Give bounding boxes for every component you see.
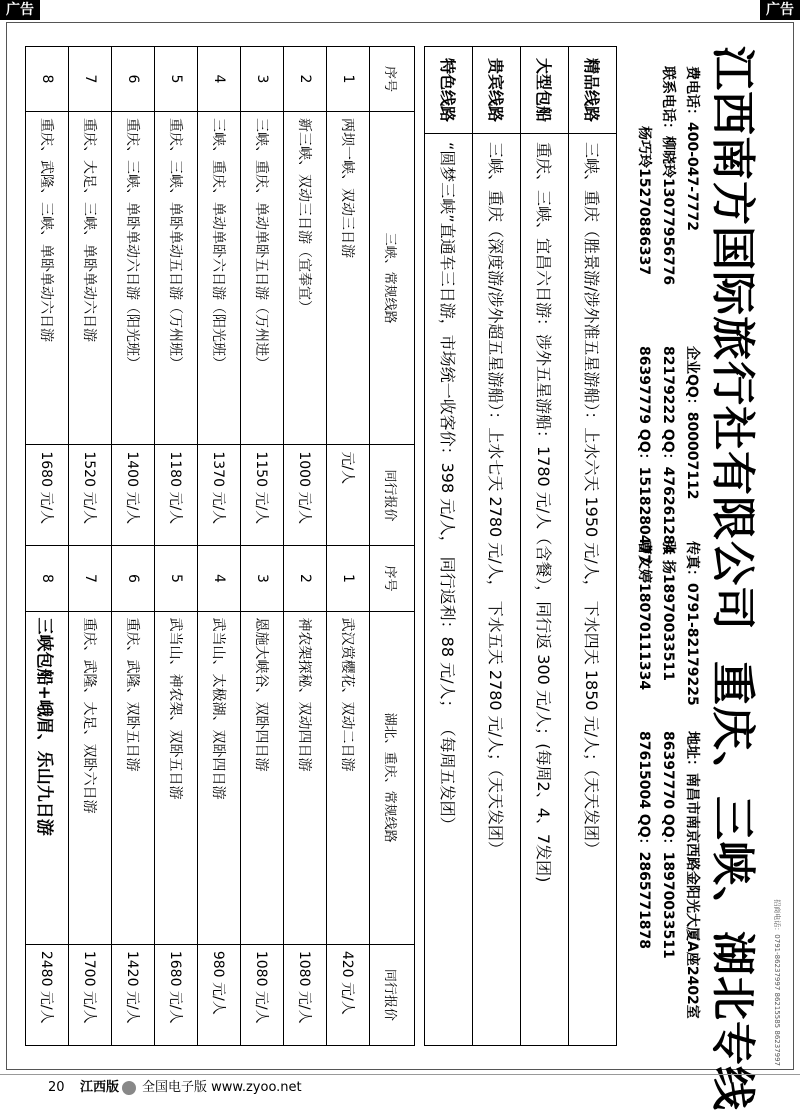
contact-hotline: 费电话：400-047-7772 xyxy=(684,66,700,232)
row-route-left: 三峡、重庆、单动单卧六日游（阳光班） xyxy=(198,112,241,445)
company-subtitle: 重庆、三峡、湖北专线 xyxy=(707,661,758,1111)
row-index-right: 8 xyxy=(26,546,69,611)
row-price-right: 1700 元/人 xyxy=(69,944,112,1045)
route-category: 大型包船 xyxy=(521,47,569,134)
row-index-right: 2 xyxy=(284,546,327,611)
row-route-right: 武汉赏樱花、双动二日游 xyxy=(327,611,370,944)
contact-person-3: 杨巧玲15270886337 xyxy=(636,126,652,276)
price-table-row xyxy=(198,47,241,1046)
header-index-left: 序号 xyxy=(370,47,415,112)
page-number: 20 xyxy=(48,1080,65,1095)
row-index-left: 4 xyxy=(198,47,241,112)
row-price-left: 1370 元/人 xyxy=(198,445,241,546)
row-price-right: 980 元/人 xyxy=(198,944,241,1045)
edition-label: 江西版 xyxy=(80,1080,120,1095)
company-title xyxy=(705,46,769,1111)
row-index-right: 4 xyxy=(198,546,241,611)
route-row xyxy=(521,47,569,1046)
contact-person-3-qq: 86397779 QQ：1518280477 xyxy=(636,346,652,565)
featured-routes-table xyxy=(424,46,617,1046)
route-text: “圆梦三峡”直通车三日游，市场统一收客价：398 元/人， 同行返利：88 元/人； （每周五发团） xyxy=(425,134,473,1046)
route-category: 贵宾线路 xyxy=(473,47,521,134)
page-footer xyxy=(0,1074,800,1101)
row-index-left: 1 xyxy=(327,47,370,112)
route-text: 三峡、重庆（胜景游/涉外准五星游船）：上水六天 1950 元/人， 下水四天 1850 元/人；（天天发团） xyxy=(569,134,617,1046)
contact-line-1 xyxy=(683,66,703,1019)
row-index-left: 8 xyxy=(26,47,69,112)
ad-tag-left: 广告 xyxy=(0,0,40,20)
header-price-left: 同行报价 xyxy=(370,445,415,546)
row-index-left: 7 xyxy=(69,47,112,112)
route-text: 重庆、三峡、宜昌六日游：涉外五星游船：1780 元/人（含餐），同行返 300 元/人；(每周2、4、7发团) xyxy=(521,134,569,1046)
row-index-right: 5 xyxy=(155,546,198,611)
row-price-left: 1400 元/人 xyxy=(112,445,155,546)
header-route-right: 湖北、重庆、常规线路 xyxy=(370,611,415,944)
row-route-right: 武当山、神农架、双卧五日游 xyxy=(155,611,198,944)
row-price-left: 1150 元/人 xyxy=(241,445,284,546)
row-price-left: 1680 元/人 xyxy=(26,445,69,546)
route-row xyxy=(569,47,617,1046)
contact-line-2 xyxy=(659,66,679,959)
row-route-left: 两坝一峡、双动三日游 xyxy=(327,112,370,445)
contact-person-2-qq: 86397770 QQ：18970033511 xyxy=(660,731,676,959)
logo-icon xyxy=(122,1081,136,1095)
row-route-right: 重庆、武隆、双卧五日游 xyxy=(112,611,155,944)
contact-person-4-qq: 87615004 QQ：2865771878 xyxy=(636,731,652,950)
row-index-right: 3 xyxy=(241,546,284,611)
row-route-right: 神农架探秘、双动四日游 xyxy=(284,611,327,944)
row-price-left: 1180 元/人 xyxy=(155,445,198,546)
price-table-row xyxy=(284,47,327,1046)
row-route-left: 重庆、三峡、单卧单动五日游（万州班） xyxy=(155,112,198,445)
row-price-left: 1520 元/人 xyxy=(69,445,112,546)
row-route-left: 重庆、三峡、单卧单动六日游（阳光班） xyxy=(112,112,155,445)
side-note: 招商电话：0791-86237997 86215585 86237997 xyxy=(773,899,781,1066)
price-table-row xyxy=(155,47,198,1046)
price-table xyxy=(25,46,415,1046)
route-category: 特色线路 xyxy=(425,47,473,134)
company-name: 江西南方国际旅行社有限公司 xyxy=(707,46,758,631)
row-index-left: 2 xyxy=(284,47,327,112)
route-row xyxy=(425,47,473,1046)
price-table-row xyxy=(327,47,370,1046)
row-index-left: 3 xyxy=(241,47,284,112)
row-price-left: 元/人 xyxy=(327,445,370,546)
row-index-right: 7 xyxy=(69,546,112,611)
row-price-right: 1680 元/人 xyxy=(155,944,198,1045)
contact-address: 地址：南昌市南京西路金阳光大厦A座2402室 xyxy=(684,731,700,1019)
row-route-left: 重庆、武隆、三峡、单卧单动六日游 xyxy=(26,112,69,445)
contact-person-4: 曹文婷18070111334 xyxy=(636,541,652,691)
row-price-right: 1080 元/人 xyxy=(241,944,284,1045)
route-row xyxy=(473,47,521,1046)
row-price-right: 2480 元/人 xyxy=(26,944,69,1045)
contact-fax: 传真：0791-82179225 xyxy=(684,541,700,706)
row-price-right: 1420 元/人 xyxy=(112,944,155,1045)
website-label: 全国电子版 www.zyoo.net xyxy=(142,1080,302,1095)
row-route-left: 三峡、重庆、单动单卧五日游（万州进） xyxy=(241,112,284,445)
row-route-left: 新三峡、双动三日游（宜奉宜） xyxy=(284,112,327,445)
row-route-right: 重庆、武隆、大足、双卧六日游 xyxy=(69,611,112,944)
header-price-right: 同行报价 xyxy=(370,944,415,1045)
price-table-row xyxy=(241,47,284,1046)
row-route-left: 重庆、大足、三峡、单卧单动六日游 xyxy=(69,112,112,445)
contact-line-3 xyxy=(635,66,655,949)
contact-qq: 企业QQ：800007112 xyxy=(684,346,700,500)
header-route-left: 三峡、常规线路 xyxy=(370,112,415,445)
header-index-right: 序号 xyxy=(370,546,415,611)
contact-person-1: 联系电话：柳晓玲13077956776 xyxy=(660,66,676,286)
row-route-right: 三峡包船+峨眉、乐山九日游 xyxy=(26,611,69,944)
row-index-right: 6 xyxy=(112,546,155,611)
price-table-header xyxy=(370,47,415,1046)
row-route-right: 恩施大峡谷、双卧四日游 xyxy=(241,611,284,944)
row-price-right: 420 元/人 xyxy=(327,944,370,1045)
contact-person-1-qq: 82179222 QQ：476261284 xyxy=(660,346,676,555)
row-index-left: 6 xyxy=(112,47,155,112)
row-route-right: 武当山、太极湖、双卧四日游 xyxy=(198,611,241,944)
price-table-row xyxy=(112,47,155,1046)
row-price-right: 1080 元/人 xyxy=(284,944,327,1045)
price-table-row xyxy=(69,47,112,1046)
route-text: 三峡、重庆（深度游/涉外超五星游船）：上水七天 2780 元/人， 下水五天 2780 元/人；（天天发团） xyxy=(473,134,521,1046)
row-price-left: 1000 元/人 xyxy=(284,445,327,546)
ad-tag-right: 广告 xyxy=(760,0,800,20)
contact-person-2: 张 扬18970033511 xyxy=(660,541,676,682)
row-index-left: 5 xyxy=(155,47,198,112)
row-index-right: 1 xyxy=(327,546,370,611)
route-category: 精品线路 xyxy=(569,47,617,134)
price-table-row xyxy=(26,47,69,1046)
